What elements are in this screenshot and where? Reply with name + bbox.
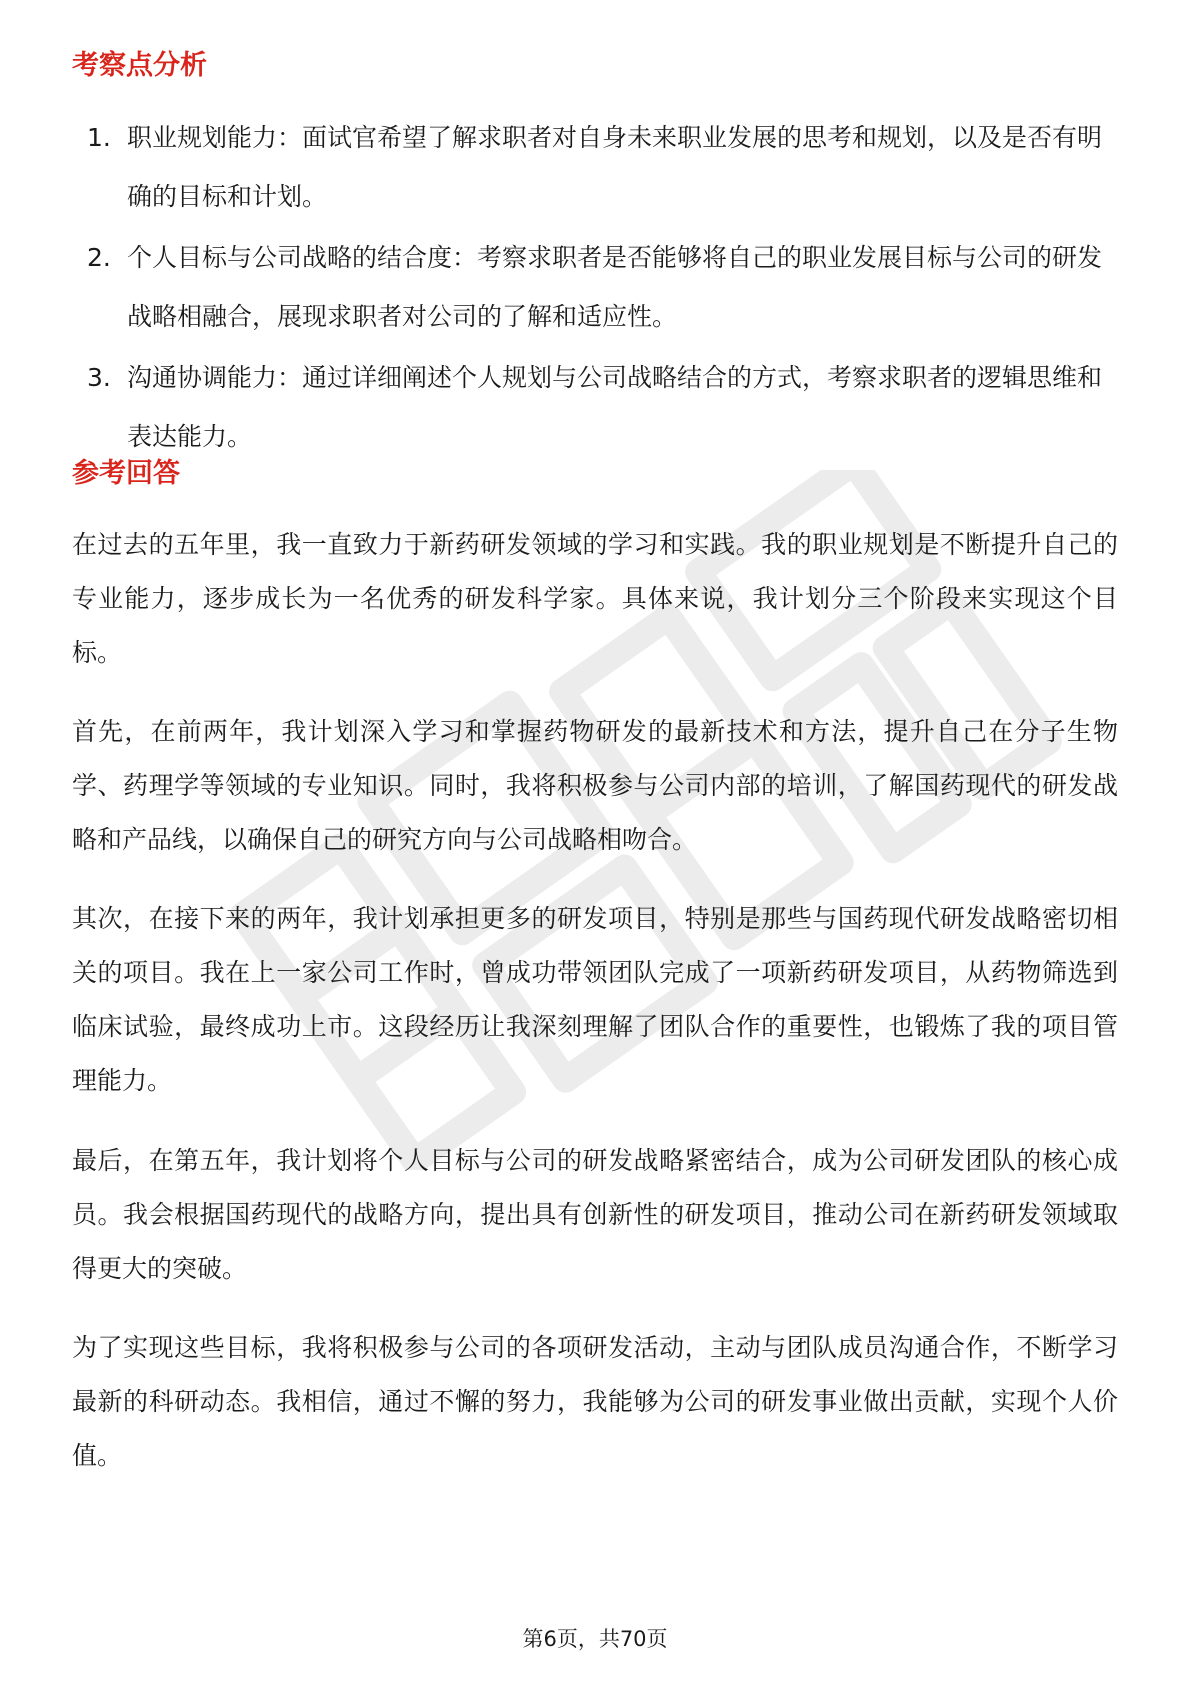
list-item-number: 3. <box>87 363 111 392</box>
answer-paragraph: 为了实现这些目标，我将积极参与公司的各项研发活动，主动与团队成员沟通合作，不断学习最新的科研动态。我相信，通过不懈的努力，我能够为公司的研发事业做出贡献，实现个人价值。 <box>72 1333 1118 1470</box>
answer-paragraph: 最后，在第五年，我计划将个人目标与公司的研发战略紧密结合，成为公司研发团队的核心成员。我会根据国药现代的战略方向，提出具有创新性的研发项目，推动公司在新药研发领域取得更大的突破。 <box>72 1146 1118 1283</box>
answer-paragraph: 首先，在前两年，我计划深入学习和掌握药物研发的最新技术和方法，提升自己在分子生物学、药理学等领域的专业知识。同时，我将积极参与公司内部的培训，了解国药现代的研发战略和产品线，以确保自己的研究方向与公司战略相吻合。 <box>72 717 1118 854</box>
list-item-number: 1. <box>87 123 111 152</box>
list-item <box>72 108 1122 226</box>
answer-heading: 参考回答 <box>72 458 180 489</box>
analysis-heading: 考察点分析 <box>72 50 207 81</box>
list-item-text: 个人目标与公司战略的结合度：考察求职者是否能够将自己的职业发展目标与公司的研发战略相融合，展现求职者对公司的了解和适应性。 <box>127 243 1103 331</box>
list-item-text: 沟通协调能力：通过详细阐述个人规划与公司战略结合的方式，考察求职者的逻辑思维和表达能力。 <box>127 363 1103 451</box>
list-item <box>72 348 1122 466</box>
list-item-text: 职业规划能力：面试官希望了解求职者对自身未来职业发展的思考和规划，以及是否有明确的目标和计划。 <box>127 123 1103 211</box>
list-item <box>72 228 1122 346</box>
page-number: 第6页，共70页 <box>522 1627 668 1651</box>
answer-paragraph: 在过去的五年里，我一直致力于新药研发领域的学习和实践。我的职业规划是不断提升自己的专业能力，逐步成长为一名优秀的研发科学家。具体来说，我计划分三个阶段来实现这个目标。 <box>72 530 1118 667</box>
answer-paragraph: 其次，在接下来的两年，我计划承担更多的研发项目，特别是那些与国药现代研发战略密切相关的项目。我在上一家公司工作时，曾成功带领团队完成了一项新药研发项目，从药物筛选到临床试验，最终成功上市。这段经历让我深刻理解了团队合作的重要性，也锻炼了我的项目管理能力。 <box>72 904 1118 1095</box>
list-item-number: 2. <box>87 243 111 272</box>
analysis-list <box>72 108 1122 466</box>
